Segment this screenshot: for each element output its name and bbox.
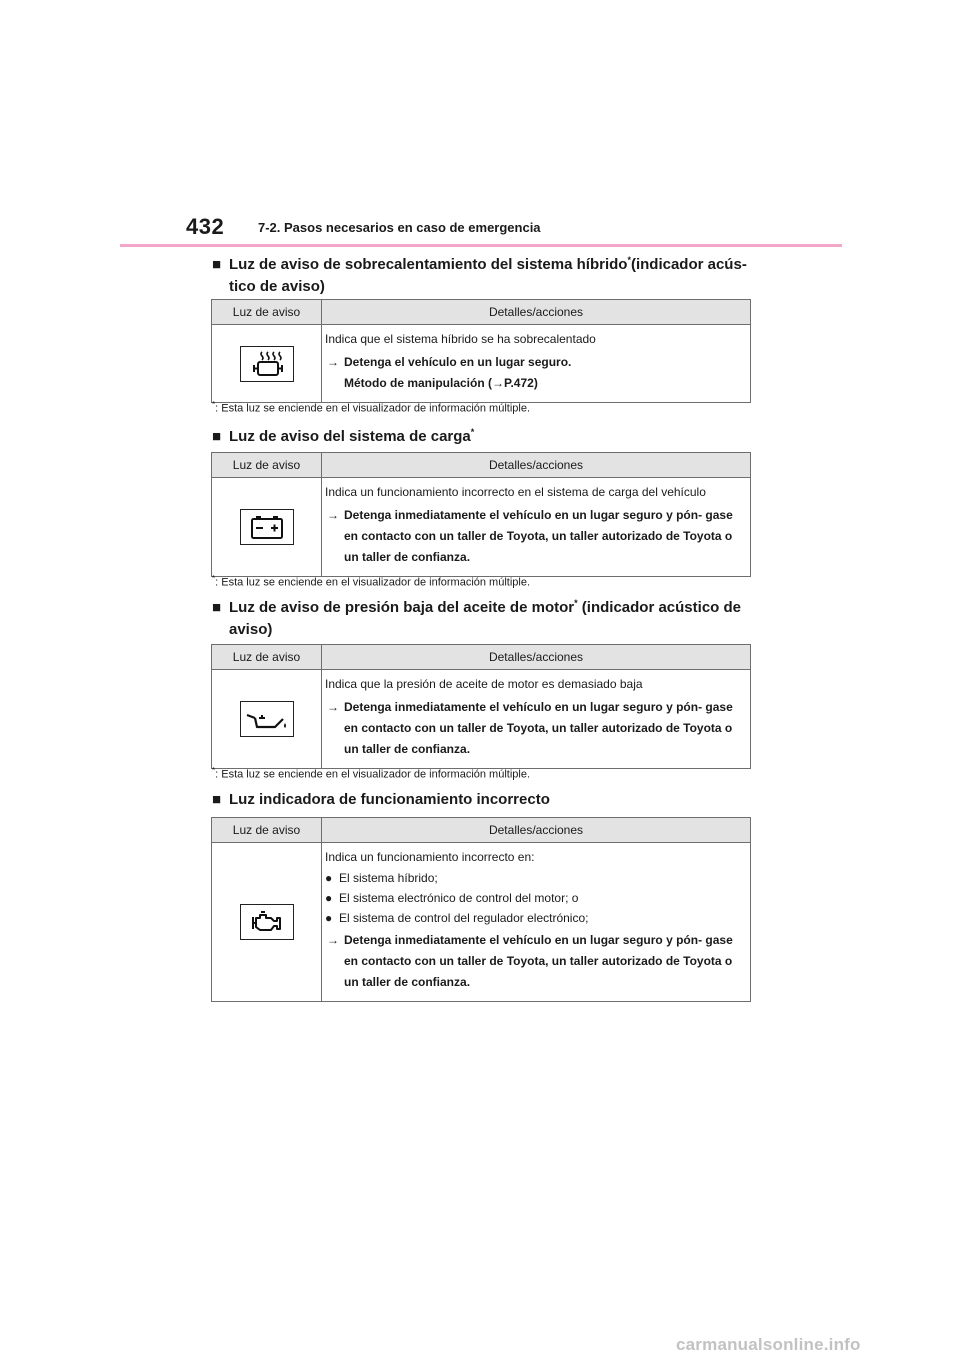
table-header-row — [212, 818, 751, 843]
table-header-row — [212, 453, 751, 478]
list-item-text: El sistema de control del regulador electrónico; — [339, 911, 589, 925]
action-text: Detenga inmediatamente el vehículo en un lugar seguro y pón- gase en contacto con un taller de Toyota, un taller autorizado de Toyota o un taller de confianza. — [344, 933, 733, 989]
malfunction-indicator-table — [211, 817, 751, 1002]
footnote — [212, 400, 530, 415]
heading-bullet: ■ — [212, 256, 222, 273]
footnote-marker: * — [212, 766, 216, 775]
section-heading-malfunction — [212, 789, 752, 811]
column-header-details: Detalles/acciones — [322, 300, 751, 325]
list-item — [325, 888, 744, 908]
chapter-title: 7-2. Pasos necesarios en caso de emergencia — [258, 220, 541, 235]
heading-text — [212, 426, 752, 448]
bullet-icon: ● — [325, 911, 333, 925]
list-item — [325, 868, 744, 888]
footnote-marker: * — [470, 427, 475, 437]
heading-bullet: ■ — [212, 791, 222, 808]
arrow-icon: → — [327, 508, 339, 522]
heading-text-part: Luz de aviso de sobrecalentamiento del sistema híbrido — [229, 256, 628, 273]
bullet-icon: ● — [325, 891, 333, 905]
action-text: Detenga inmediatamente el vehículo en un lugar seguro y pón- gase en contacto con un taller de Toyota, un taller autorizado de Toyota o un taller de confianza. — [344, 700, 733, 756]
heading-text — [212, 597, 752, 641]
column-header-details: Detalles/acciones — [322, 453, 751, 478]
overheat-warning-table — [211, 299, 751, 403]
footnote-marker: * — [212, 574, 216, 583]
action-instruction — [325, 930, 744, 993]
reference-label: Método de manipulación ( — [344, 376, 493, 390]
column-header-details: Detalles/acciones — [322, 818, 751, 843]
header-divider — [120, 244, 842, 247]
column-header-warning-light: Luz de aviso — [212, 645, 322, 670]
list-item-text: El sistema electrónico de control del motor; o — [339, 891, 579, 905]
action-instruction — [325, 505, 744, 568]
icon-cell — [212, 325, 322, 403]
footnote-text: : Esta luz se enciende en el visualizador de información múltiple. — [215, 402, 531, 415]
battery-charge-warning-icon — [240, 509, 294, 545]
action-instruction — [325, 697, 744, 760]
icon-cell — [212, 670, 322, 769]
details-cell — [322, 325, 751, 403]
heading-text-part: (indicador acús- tico de aviso) — [229, 256, 747, 295]
footnote-marker: * — [212, 400, 216, 409]
heading-text-part: Luz indicadora de funcionamiento incorrecto — [229, 791, 550, 808]
bullet-icon: ● — [325, 871, 333, 885]
column-header-warning-light: Luz de aviso — [212, 300, 322, 325]
detail-description: Indica un funcionamiento incorrecto en: — [325, 850, 535, 864]
icon-cell — [212, 843, 322, 1002]
footnote-text: : Esta luz se enciende en el visualizador de información múltiple. — [215, 576, 531, 589]
heading-bullet: ■ — [212, 599, 222, 616]
column-header-details: Detalles/acciones — [322, 645, 751, 670]
heading-text — [212, 254, 752, 298]
page-number: 432 — [186, 214, 225, 239]
list-item-text: El sistema híbrido; — [339, 871, 438, 885]
details-cell — [322, 670, 751, 769]
detail-description: Indica un funcionamiento incorrecto en el sistema de carga del vehículo — [325, 485, 706, 499]
site-watermark: carmanualsonline.info — [676, 1335, 861, 1354]
charging-warning-table — [211, 452, 751, 577]
column-header-warning-light: Luz de aviso — [212, 453, 322, 478]
footnote — [212, 574, 530, 589]
check-engine-icon — [240, 904, 294, 940]
details-cell — [322, 843, 751, 1002]
table-row — [212, 843, 751, 1002]
footnote — [212, 766, 530, 781]
heading-bullet: ■ — [212, 428, 222, 445]
page-reference[interactable] — [344, 373, 744, 394]
oil-pressure-warning-icon — [240, 701, 294, 737]
table-row — [212, 670, 751, 769]
overheat-warning-icon — [240, 346, 294, 382]
heading-text — [212, 789, 752, 811]
oil-pressure-warning-table — [211, 644, 751, 769]
table-row — [212, 478, 751, 577]
icon-cell — [212, 478, 322, 577]
section-heading-overheat — [212, 254, 752, 298]
section-heading-oil-pressure — [212, 597, 752, 641]
action-instruction — [325, 352, 744, 394]
footnote-marker: * — [627, 255, 631, 265]
action-text: Detenga el vehículo en un lugar seguro. — [344, 355, 572, 369]
section-heading-charging — [212, 426, 752, 448]
footnote-marker: * — [574, 598, 578, 608]
heading-text-part: Luz de aviso de presión baja del aceite de motor — [229, 599, 575, 616]
arrow-icon: → — [327, 700, 339, 714]
arrow-icon: → — [492, 376, 505, 390]
reference-page: P.472) — [504, 376, 538, 390]
detail-description: Indica que la presión de aceite de motor es demasiado baja — [325, 677, 643, 691]
arrow-icon: → — [327, 933, 339, 947]
heading-text-part: Luz de aviso del sistema de carga — [229, 428, 471, 445]
action-text: Detenga inmediatamente el vehículo en un lugar seguro y pón- gase en contacto con un taller de Toyota, un taller autorizado de Toyota o un taller de confianza. — [344, 508, 733, 564]
column-header-warning-light: Luz de aviso — [212, 818, 322, 843]
footnote-text: : Esta luz se enciende en el visualizador de información múltiple. — [215, 768, 531, 781]
list-item — [325, 908, 744, 928]
table-header-row — [212, 645, 751, 670]
details-cell — [322, 478, 751, 577]
arrow-icon: → — [327, 355, 339, 369]
table-header-row — [212, 300, 751, 325]
table-row — [212, 325, 751, 403]
detail-description: Indica que el sistema híbrido se ha sobrecalentado — [325, 332, 596, 346]
heading-text-part: (indicador acústico de aviso) — [229, 599, 741, 638]
